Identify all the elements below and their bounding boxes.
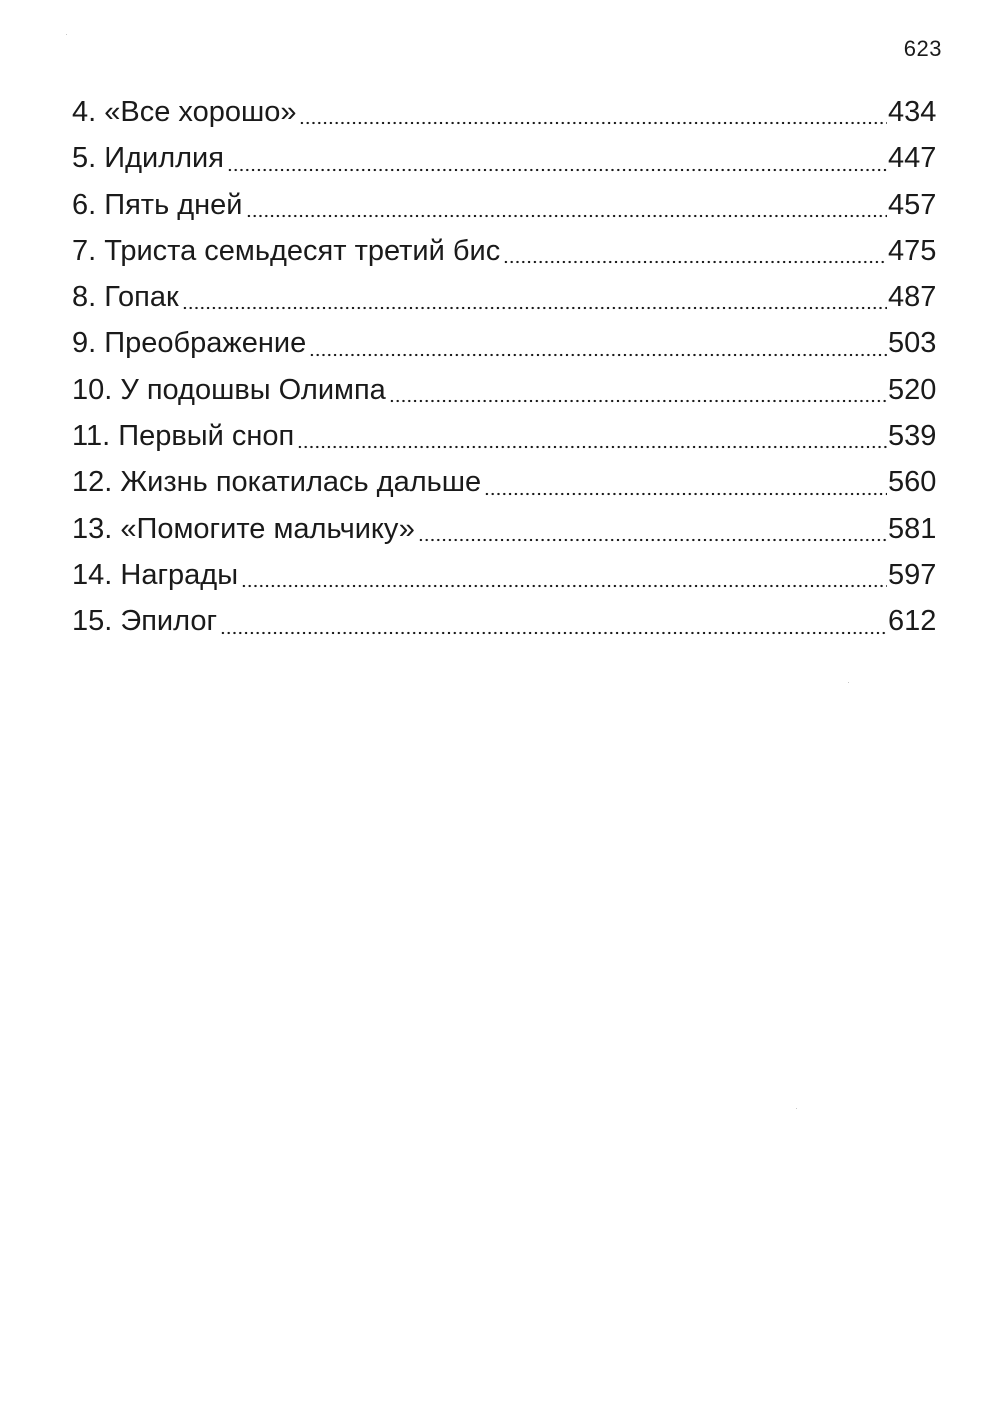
dot-leader (309, 352, 887, 358)
toc-entry-title: 7. Триста семьдесят третий бис (72, 234, 501, 267)
toc-entry (72, 231, 942, 277)
toc-entry-page: 560 (888, 466, 937, 499)
toc-entry-page: 597 (888, 558, 937, 591)
toc-entry-page: 520 (888, 373, 937, 406)
toc-entry (72, 555, 942, 601)
toc-entry-page: 434 (888, 96, 937, 128)
toc-entry (72, 601, 942, 647)
toc-entry-title: 5. Идиллия (72, 142, 224, 175)
scan-speck (66, 34, 67, 35)
dot-leader (299, 120, 887, 126)
toc-entry-page: 447 (888, 142, 937, 175)
toc-entry-page: 581 (888, 512, 937, 545)
toc-entry-title: 15. Эпилог (72, 605, 218, 638)
toc-entry-title: 8. Гопак (72, 281, 179, 314)
scan-speck (796, 1108, 797, 1109)
page-number: 623 (903, 36, 942, 61)
dot-leader (246, 213, 887, 219)
dot-leader (241, 583, 887, 589)
toc-entry (72, 416, 942, 462)
dot-leader (484, 491, 887, 497)
dot-leader (418, 537, 887, 543)
toc-entry-page: 503 (888, 327, 937, 360)
dot-leader (182, 305, 887, 311)
toc-entry-title: 9. Преображение (72, 327, 307, 360)
toc-entry (72, 370, 942, 416)
toc-entry (72, 185, 942, 231)
table-of-contents (72, 92, 942, 648)
toc-entry-page: 475 (888, 234, 937, 267)
dot-leader (297, 444, 887, 450)
dot-leader (389, 398, 887, 404)
toc-entry-page: 487 (888, 281, 937, 314)
toc-entry (72, 92, 942, 138)
toc-entry-title: 6. Пять дней (72, 188, 243, 221)
scan-speck (848, 682, 849, 683)
toc-entry (72, 323, 942, 369)
toc-entry-page: 539 (888, 420, 937, 453)
toc-entry (72, 509, 942, 555)
toc-entry-title: 13. «Помогите мальчику» (72, 512, 415, 545)
dot-leader (227, 167, 887, 173)
toc-entry (72, 462, 942, 508)
toc-entry (72, 277, 942, 323)
toc-entry-title: 10. У подошвы Олимпа (72, 373, 386, 406)
toc-entry-title: 12. Жизнь покатилась дальше (72, 466, 482, 499)
toc-entry-title: 4. «Все хорошо» (72, 96, 297, 128)
toc-entry-title: 14. Награды (72, 558, 239, 591)
toc-entry (72, 138, 942, 184)
dot-leader (503, 259, 887, 265)
toc-entry-page: 457 (888, 188, 937, 221)
toc-entry-page: 612 (888, 605, 937, 638)
toc-entry-title: 11. Первый сноп (72, 420, 295, 453)
dot-leader (220, 630, 887, 636)
